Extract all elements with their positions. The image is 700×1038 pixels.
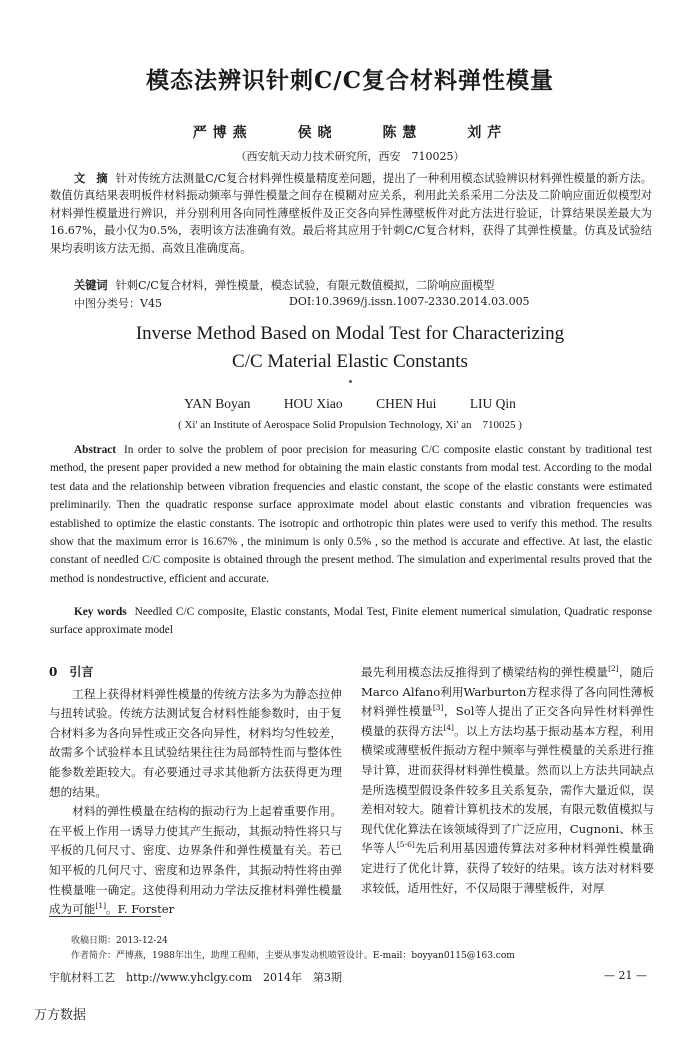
section-heading [49, 663, 342, 683]
clc-number: 中图分类号：V45 [74, 297, 162, 310]
affiliation-cn: （西安航天动力技术研究所，西安 710025） [235, 150, 465, 163]
keywords-cn-text: 针刺C/C复合材料，弹性模量，模态试验，有限元数值模拟，二阶响应面模型 [115, 279, 495, 292]
paragraph-text: ，随后Marco Alfano利用Warburton方程求得了各向同性薄板材料弹性模量 [361, 665, 654, 719]
author-en: YAN Boyan [184, 396, 251, 411]
author-en: HOU Xiao [283, 396, 343, 411]
abstract-en-label: Abstract [74, 444, 117, 456]
citation: [2] [608, 664, 619, 674]
abstract-en-text: In order to solve the problem of poor precision for measuring C/C composite elastic constant by traditional test method, the present paper provided a new method for obtaining the main elastic constants from modal test. According to the modal test data and the relationship between vibration frequencies and elastic constant, the scope of the elastic constants were estimated preliminarily. Then the quadratic response surface approximate model about elastic constants and vibration frequencies was established to optimize the elastic constants. The isotropic and orthotropic thin plates were used to verify this method. The results show that the maximum error is 16.67% , the minimum is only 0.5% , so the method is accurate and effective. At last, the elastic constant of needled C/C composite is obtained through the present method. The simulation and experimental results proved that the method is nondestructive, efficient and accurate. [50, 444, 652, 585]
citation: [3] [432, 703, 444, 713]
footnote-received: 收稿日期：2013-12-24 [71, 936, 168, 946]
page-number: — 21 — [604, 969, 647, 982]
section-title: 引言 [69, 665, 94, 679]
body-column-right [361, 663, 654, 898]
journal-footer: 宇航材料工艺 http://www.yhclgy.com 2014年 第3期 [49, 971, 342, 984]
section-number: 0 [49, 665, 58, 679]
abstract-cn [50, 170, 652, 257]
abstract-en [50, 441, 652, 588]
authors-en [0, 396, 700, 412]
abstract-cn-label: 文 摘 [74, 172, 108, 185]
affiliation-en: ( Xi' an Institute of Aerospace Solid Propulsion Technology, Xi' an 710025 ) [178, 419, 522, 431]
citation: [5-6] [396, 840, 415, 850]
footnote-rule [49, 916, 161, 917]
paragraph-text: 材料的弹性模量在结构的振动行为上起着重要作用。在平板上作用一诱导力使其产生振动，其振动特性将只与平板的几何尺寸、密度、边界条件和弹性模量有关。若已知平板的几何尺寸、密度和边界条件，其振动特性将由弹性模量唯一确定。这使得利用动力学法反推材料弹性模量成为可能 [49, 804, 342, 917]
keywords-en [50, 603, 652, 640]
paragraph-text: 。F. Forster [106, 902, 175, 917]
authors-cn [0, 122, 700, 142]
paper-title-cn: 模态法辨识针刺C/C复合材料弹性模量 [145, 67, 554, 94]
watermark: 万方数据 [34, 1008, 87, 1023]
paragraph-text: 先后利用基因遗传算法对多种材料弹性模量确定进行了优化计算，获得了较好的结果。该方法对材料要求较低，适用性好，不仅局限于薄壁板件，对厚 [361, 841, 654, 895]
author-cn: 刘芹 [467, 125, 508, 141]
paper-title-en [0, 320, 700, 376]
title-en-line: C/C Material Elastic Constants [232, 351, 468, 372]
paragraph: 工程上获得材料弹性模量的传统方法多为为静态拉伸与扭转试验。传统方法测试复合材料性能参数时，由于复合材料多为各向异性或正交各向异性，材料均匀性较差，故需多个试验样本且试验结果往往为局部特性而与整体性能参数差距较大。有必要通过寻求其他新方法获得更为理想的结果。 [49, 686, 342, 799]
author-en: LIU Qin [469, 396, 516, 411]
paragraph [49, 802, 342, 920]
abstract-cn-text: 针对传统方法测量C/C复合材料弹性模量精度差问题，提出了一种利用模态试验辨识材料弹性模量的新方法。数值仿真结果表明板件材料振动频率与弹性模量之间存在模糊对应关系，利用此关系采用二分法及二阶响应面近似模型对材料弹性模量进行辨识，并分别利用各向同性薄壁板件及正交各向异性薄壁板件对此方法进行验证，计算结果误差最大为16.67%，最小仅为0.5%，表明该方法准确有效。最后将其应用于针刺C/C复合材料，获得了其弹性模量。仿真及试验结果均表明该方法无损、高效且准确度高。 [50, 172, 652, 255]
title-en-line: Inverse Method Based on Modal Test for Characterizing [135, 323, 565, 344]
paragraph-text: 。以上方法均基于振动基本方程，利用横梁或薄壁板件振动方程中频率与弹性模量的关系进行推导计算，进而获得材料弹性模量。然而以上方法共同缺点是所选模型假设条件较多且关系复杂，需作大量近似，误差相对较大。随着计算机技术的发展，有限元数值模拟与现代优化算法在该领域得到了广泛应用，Cugnoni、林玉华等人 [361, 723, 654, 856]
footnote-author: 作者简介：严博燕，1988年出生，助理工程师，主要从事发动机喷管设计。E-mail：boyyan0115@163.com [71, 951, 515, 961]
citation: [4] [443, 722, 454, 732]
author-en: CHEN Hui [376, 396, 437, 411]
citation: [1] [95, 901, 107, 911]
doi: DOI:10.3969/j.issn.1007-2330.2014.03.005 [289, 295, 530, 308]
keywords-cn-label: 关键词 [74, 279, 108, 292]
author-cn: 陈慧 [382, 125, 423, 141]
separator-dot [349, 380, 352, 383]
paragraph-text: 最先利用模态法反推得到了横梁结构的弹性模量 [361, 665, 609, 679]
author-cn: 侯晓 [297, 125, 338, 141]
paragraph-text: ，Sol等人提出了正交各向异性材料弹性模量的获得方法 [361, 704, 654, 738]
author-cn: 严博燕 [192, 125, 253, 141]
keywords-en-text: Needled C/C composite, Elastic constants, Modal Test, Finite element numerical simulation, Quadratic response surface approximate model [50, 606, 652, 637]
keywords-cn [50, 277, 652, 294]
keywords-en-label: Key words [74, 606, 127, 618]
paragraph [361, 663, 654, 898]
body-column-left [49, 663, 342, 920]
